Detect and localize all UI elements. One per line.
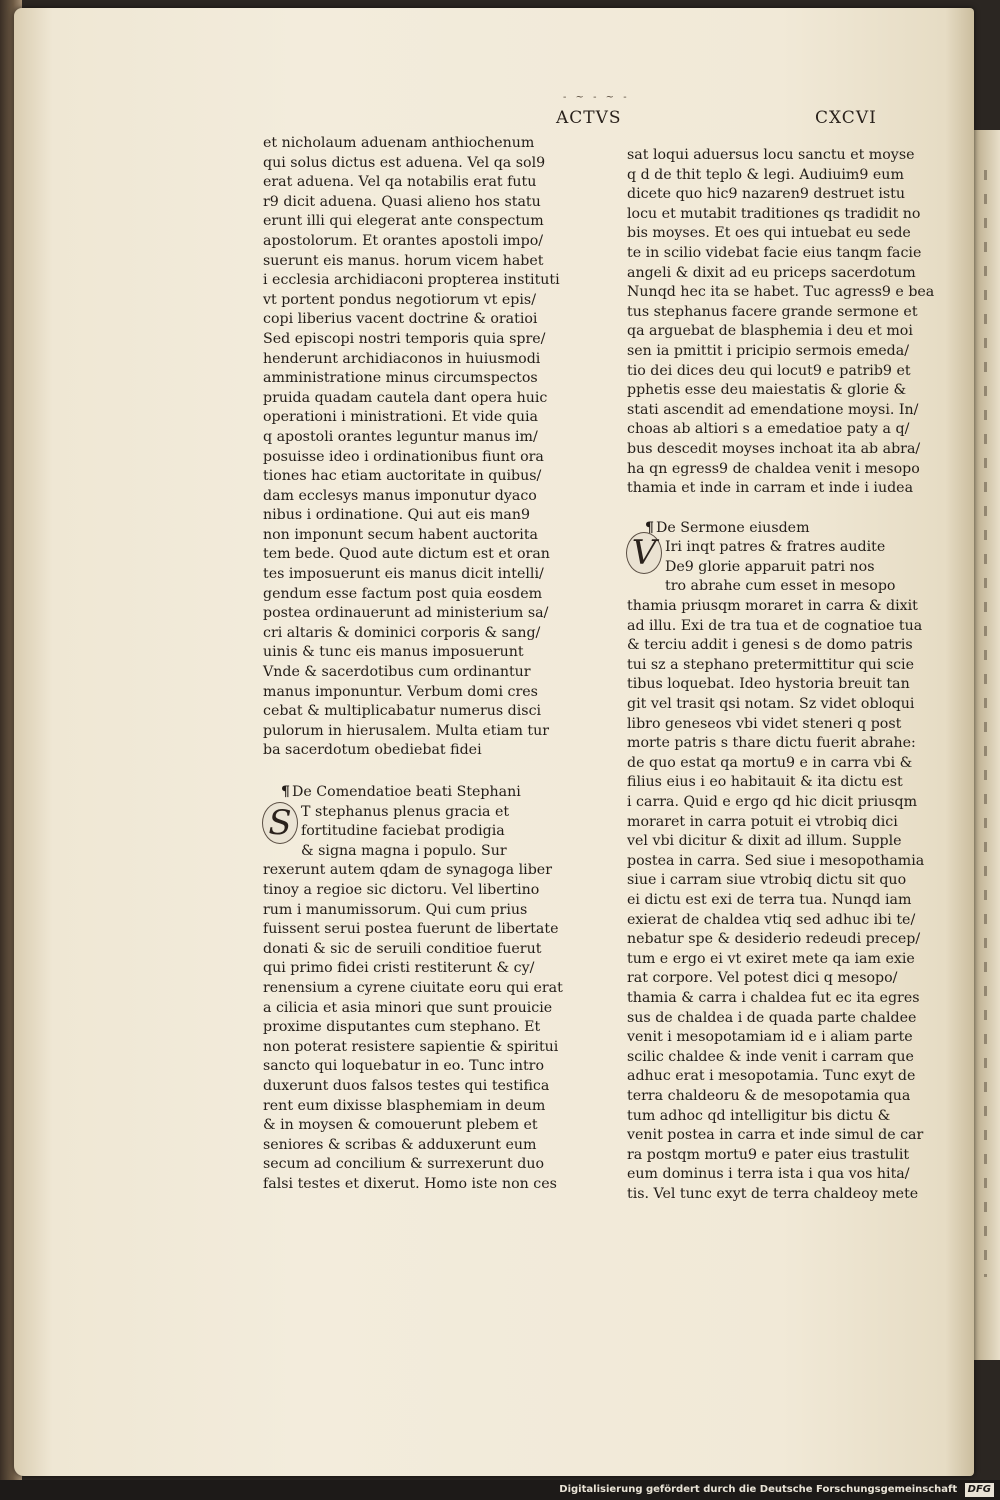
text-line: & signa magna i populo. Sur [301, 842, 507, 859]
text-line: tiones hac etiam auctoritate in quibus/ [263, 468, 542, 485]
text-line: secum ad concilium & surrexerunt duo [263, 1156, 544, 1173]
text-line: ei dictu est exi de terra tua. Nunqd iam [627, 891, 912, 908]
text-line: angeli & dixit ad eu priceps sacerdotum [627, 264, 916, 281]
pilcrow-mark: ¶ [645, 519, 655, 536]
text-line: tem bede. Quod aute dictum est et oran [263, 546, 550, 563]
text-line: rexerunt autem qdam de synagoga liber [263, 862, 552, 879]
text-line: thamia et inde in carram et inde i iudea [627, 480, 914, 497]
right-section-heading-text: De Sermone eiusdem [656, 519, 810, 536]
text-line: dam ecclesys manus imponutur dyaco [263, 487, 537, 504]
left-column [263, 134, 563, 1194]
text-line: tio dei dices deu qui locut9 e patrib9 et [627, 362, 911, 379]
text-line: q d de thit teplo & legi. Audiuim9 eum [627, 166, 904, 183]
text-line: ad illu. Exi de tra tua et de cognatioe tua [627, 617, 923, 634]
text-line: ra postqm mortu9 e pater eius trastulit [627, 1146, 910, 1163]
text-line: moraret in carra potuit ei vtrobiq dici [627, 813, 898, 830]
pilcrow-mark: ¶ [281, 784, 291, 800]
ornament-marks: - ~ - ~ - [563, 92, 630, 103]
text-line: pphetis esse deu maiestatis & glorie & [627, 382, 907, 399]
right-column [627, 146, 935, 1204]
text-line: sat loqui aduersus locu sanctu et moyse [627, 147, 915, 163]
text-line: r9 dicit aduena. Quasi alieno hos statu [263, 193, 541, 210]
text-line: qui solus dictus est aduena. Vel qa sol9 [263, 154, 546, 171]
text-line: i carra. Quid e ergo qd hic dicit priusqm [627, 794, 918, 810]
text-line: Iri inqt patres & fratres audite [665, 539, 886, 556]
text-line: vel vbi dicitur & dixit ad illum. Supple [627, 833, 902, 850]
right-section-heading [627, 519, 927, 539]
text-line: manus imponuntur. Verbum domi cres [263, 683, 538, 700]
text-line: duxerunt duos falsos testes qui testifica [263, 1077, 550, 1094]
text-line: choas ab altiori s a emedatioe paty a q/ [627, 421, 910, 438]
digitization-footer [0, 1480, 1000, 1500]
text-line: donati & sic de seruili conditioe fuerut [263, 940, 542, 957]
text-line: non imponunt secum habent auctorita [263, 526, 538, 543]
running-head-folio: CXCVI [815, 108, 877, 128]
text-line: adhuc erat i mesopotamia. Tunc exyt de [627, 1068, 916, 1085]
text-line: tus stephanus facere grande sermone et [627, 303, 918, 320]
text-line: scilic chaldee & inde venit i carram que [627, 1048, 914, 1065]
right-column-body [627, 146, 935, 499]
text-line: qa arguebat de blasphemia i deu et moi [627, 323, 913, 340]
text-line: morte patris s thare dictu fuerit abrahe: [627, 735, 916, 752]
text-line: libro geneseos vbi videt steneri q post [627, 715, 902, 732]
text-line: De9 glorie apparuit patri nos [665, 558, 875, 575]
text-line: postea in carra. Sed siue i mesopothamia [627, 852, 925, 869]
left-drop-cap: S [262, 802, 298, 844]
text-line: suerunt eis manus. horum vicem habet [263, 252, 544, 269]
text-line: venit postea in carra et inde simul de car [627, 1127, 924, 1144]
text-line: uinis & tunc eis manus imposuerunt [263, 644, 524, 661]
text-line: ha qn egress9 de chaldea venit i mesopo [627, 460, 920, 477]
text-line: vt portent pondus negotiorum vt epis/ [263, 291, 536, 308]
text-line: seniores & scribas & adduxerunt eum [263, 1136, 537, 1153]
text-line: falsi testes et dixerut. Homo iste non ces [263, 1175, 557, 1192]
text-line: i ecclesia archidiaconi propterea instituti [263, 272, 560, 289]
text-line: siue i carram siue vtrobiq dictu sit quo [627, 872, 907, 889]
text-line: tui sz a stephano pretermittitur qui scie [627, 656, 914, 673]
text-line: Vnde & sacerdotibus cum ordinantur [263, 664, 531, 681]
left-section-heading [263, 783, 563, 803]
text-line: locu et mutabit traditiones qs tradidit no [627, 205, 921, 222]
text-line: T stephanus plenus gracia et [301, 803, 510, 820]
text-line: thamia priusqm moraret in carra & dixit [627, 598, 918, 615]
text-line: filius eius i eo habitauit & ita dictu est [627, 774, 903, 791]
text-line: de quo estat qa mortu9 e in carra vbi & [627, 754, 913, 771]
text-line: tibus loquebat. Ideo hystoria breuit tan [627, 676, 910, 693]
text-line: sen ia pmittit i pricipio sermois emeda/ [627, 342, 910, 359]
text-line: sancto qui loquebatur in eo. Tunc intro [263, 1058, 544, 1075]
text-line: non poterat resistere sapientie & spiritui [263, 1038, 559, 1055]
text-line: proxime disputantes cum stephano. Et [263, 1019, 541, 1036]
text-line: sus de chaldea i de quada parte chaldee [627, 1009, 917, 1026]
text-line: tis. Vel tunc exyt de terra chaldeoy mete [627, 1185, 919, 1202]
text-line: nibus i ordinatione. Qui aut eis man9 [263, 507, 531, 524]
text-line: cebat & multiplicabatur numerus disci [263, 703, 542, 720]
text-line: tum e ergo ei vt exiret mete qa iam exie [627, 950, 915, 967]
text-line: dicete quo hic9 nazaren9 destruet istu [627, 186, 906, 203]
text-line: rat corpore. Vel potest dici q mesopo/ [627, 970, 898, 987]
text-line: a cilicia et asia minori que sunt prouicie [263, 999, 553, 1016]
text-line: q apostoli orantes leguntur manus im/ [263, 428, 538, 445]
text-line: fuissent serui postea fuerunt de libertate [263, 921, 559, 938]
text-line: apostolorum. Et orantes apostoli impo/ [263, 232, 544, 249]
text-line: qui primo fidei cristi restiterunt & cy/ [263, 960, 535, 977]
text-line: fortitudine faciebat prodigia [301, 823, 505, 840]
text-line: tes imposuerunt eis manus dicit intelli/ [263, 566, 544, 583]
text-line: amministratione minus circumspectos [263, 370, 538, 387]
text-line: git vel trasit qsi notam. Sz videt obloqui [627, 696, 915, 713]
text-line: postea ordinauerunt ad ministerium sa/ [263, 605, 549, 622]
text-line: et nicholaum aduenam anthiochenum [263, 135, 535, 151]
text-line: tinoy a regioe sic dictoru. Vel libertino [263, 881, 540, 898]
text-line: pruida quadam cautela dant opera huic [263, 389, 548, 406]
text-line: operationi i ministrationi. Et vide quia [263, 409, 538, 426]
text-line: ba sacerdotum obediebat fidei [263, 742, 482, 759]
running-head-left: ACTVS [556, 108, 622, 128]
left-column-body [263, 134, 563, 761]
text-line: gendum esse factum post quia eosdem [263, 585, 543, 602]
text-line: terra chaldeoru & de mesopotamia qua [627, 1087, 911, 1104]
text-line: erunt illi qui elegerat ante conspectum [263, 213, 544, 230]
text-line: rent eum dixisse blasphemiam in deum [263, 1097, 546, 1114]
text-line: exierat de chaldea vtiq sed adhuc ibi te/ [627, 911, 916, 928]
dfg-logo: DFG [965, 1483, 994, 1497]
left-section-body [263, 803, 563, 1195]
text-line: eum dominus i terra ista i qua vos hita/ [627, 1166, 910, 1183]
text-line: thamia & carra i chaldea fut ec ita egres [627, 989, 920, 1006]
text-line: stati ascendit ad emendatione moysi. In/ [627, 401, 919, 418]
left-section-heading-text: De Comendatioe beati Stephani [292, 784, 521, 800]
footer-credit: Digitalisierung gefördert durch die Deutsche Forschungsgemeinschaft [559, 1484, 958, 1495]
text-line: posuisse ideo i ordinationibus fiunt ora [263, 448, 544, 465]
text-line: Nunqd hec ita se habet. Tuc agress9 e bea [627, 284, 935, 301]
text-line: nebatur spe & desiderio redeudi precep/ [627, 931, 921, 948]
text-line: & in moysen & comouerunt plebem et [263, 1117, 538, 1134]
text-line: te in scilio videbat facie eius tanqm facie [627, 244, 922, 261]
text-line: venit i mesopotamiam id e i aliam parte [627, 1029, 913, 1046]
text-line: pulorum in hierusalem. Multa etiam tur [263, 722, 550, 739]
right-section-body [627, 538, 927, 1204]
text-line: copi liberius vacent doctrine & oratioi [263, 311, 538, 328]
right-drop-cap: V [626, 532, 662, 574]
text-line: & terciu addit i genesi s de domo patris [627, 637, 913, 654]
text-line: erat aduena. Vel qa notabilis erat futu [263, 174, 537, 191]
text-line: cri altaris & dominici corporis & sang/ [263, 624, 541, 641]
text-line: bis moyses. Et oes qui intuebat eu sede [627, 225, 911, 242]
text-line: renensium a cyrene ciuitate eoru qui erat [263, 979, 563, 996]
text-line: tro abrahe cum esset in mesopo [665, 578, 896, 595]
text-line: rum i manumissorum. Qui cum prius [263, 901, 528, 918]
text-line: henderunt archidiaconos in huiusmodi [263, 350, 541, 367]
adjacent-page-edge [972, 130, 1000, 1360]
text-line: bus descedit moyses inchoat ita ab abra/ [627, 440, 921, 457]
text-line: tum adhoc qd intelligitur bis dictu & [627, 1107, 891, 1124]
text-line: Sed episcopi nostri temporis quia spre/ [263, 330, 546, 347]
